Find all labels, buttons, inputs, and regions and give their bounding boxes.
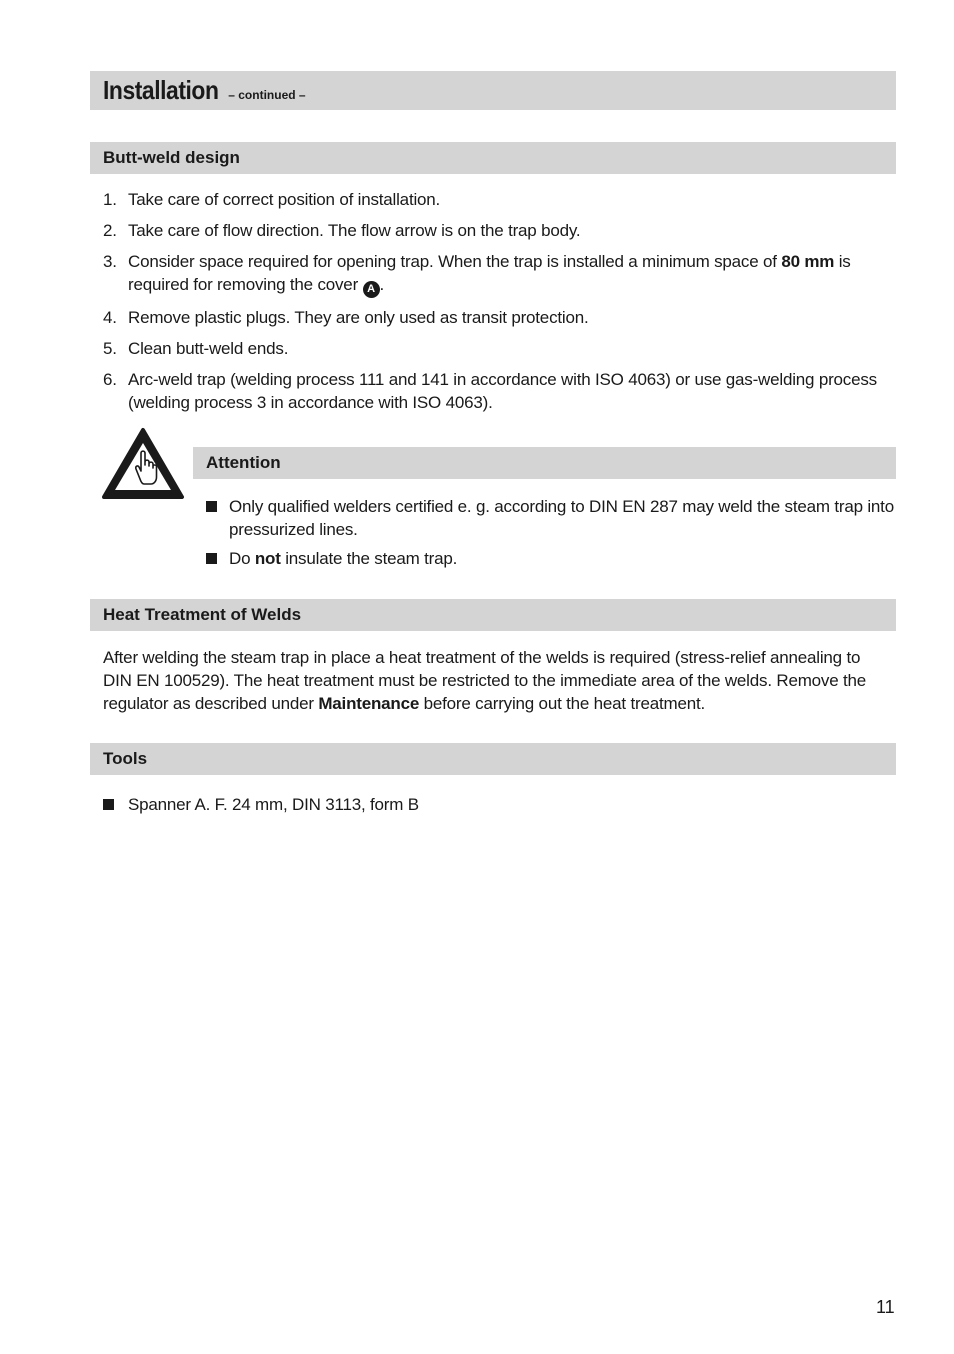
bullet-square-icon — [103, 799, 114, 810]
attention-item — [206, 495, 894, 541]
attention-text: Only qualified welders certified e. g. according to DIN EN 287 may weld the steam trap into pressurized lines. — [229, 497, 894, 539]
step-number: 3. — [103, 252, 117, 271]
step-item — [103, 306, 893, 329]
warning-hand-icon — [101, 427, 186, 502]
step-number: 4. — [103, 308, 117, 327]
step-item — [103, 219, 893, 242]
step-text: Take care of flow direction. The flow arrow is on the trap body. — [128, 221, 581, 240]
section-title: Butt-weld design — [103, 148, 240, 167]
page-title: Installation — [103, 75, 219, 105]
page-number: 11 — [876, 1297, 895, 1317]
attention-text: Do — [229, 549, 255, 568]
attention-title: Attention — [206, 453, 281, 472]
step-item — [103, 337, 893, 360]
step-text-bold: 80 mm — [781, 252, 835, 271]
section-title: Tools — [103, 749, 148, 768]
step-number: 6. — [103, 370, 117, 389]
attention-text: insulate the steam trap. — [280, 549, 458, 568]
paragraph-text: After welding the steam trap in place a heat treatment of the welds is required (stress-relief annealing to DIN EN 100529). The heat treatment must be restricted to the immediate area of the welds. Remove the regulator as described under — [103, 648, 867, 713]
section-title: Heat Treatment of Welds — [103, 605, 302, 624]
page-header — [90, 71, 896, 110]
step-number: 1. — [103, 190, 117, 209]
attention-list — [206, 495, 894, 576]
attention-bar — [193, 447, 896, 479]
step-text: Remove plastic plugs. They are only used as transit protection. — [128, 308, 589, 327]
maintenance-reference: Maintenance — [318, 694, 420, 713]
cover-a-badge: A — [363, 281, 380, 298]
step-item — [103, 368, 893, 414]
tool-text: Spanner A. F. 24 mm, DIN 3113, form B — [128, 795, 419, 814]
bullet-square-icon — [206, 501, 217, 512]
step-text: Take care of correct position of installation. — [128, 190, 441, 209]
step-text: is required for removing the cover — [128, 252, 851, 294]
paragraph-text: before carrying out the heat treatment. — [419, 694, 706, 713]
step-text: . — [379, 275, 385, 294]
butt-weld-steps — [103, 188, 893, 422]
bullet-square-icon — [206, 553, 217, 564]
step-text: Arc-weld trap (welding process 111 and 141 in accordance with ISO 4063) or use gas-welding process (welding process 3 in accordance with ISO 4063). — [128, 370, 877, 412]
tools-list — [103, 793, 893, 822]
step-number: 2. — [103, 221, 117, 240]
attention-item — [206, 547, 894, 570]
section-tools — [90, 743, 896, 775]
attention-text-bold: not — [254, 549, 281, 568]
step-text: Clean butt-weld ends. — [128, 339, 289, 358]
section-heat-treatment — [90, 599, 896, 631]
step-text: Consider space required for opening trap. When the trap is installed a minimum space of — [128, 252, 782, 271]
step-item — [103, 188, 893, 211]
tool-item — [103, 793, 893, 816]
heat-treatment-paragraph — [103, 646, 893, 715]
page-subtitle: – continued – — [228, 87, 306, 102]
step-item — [103, 250, 893, 298]
section-butt-weld-design — [90, 142, 896, 174]
step-number: 5. — [103, 339, 117, 358]
